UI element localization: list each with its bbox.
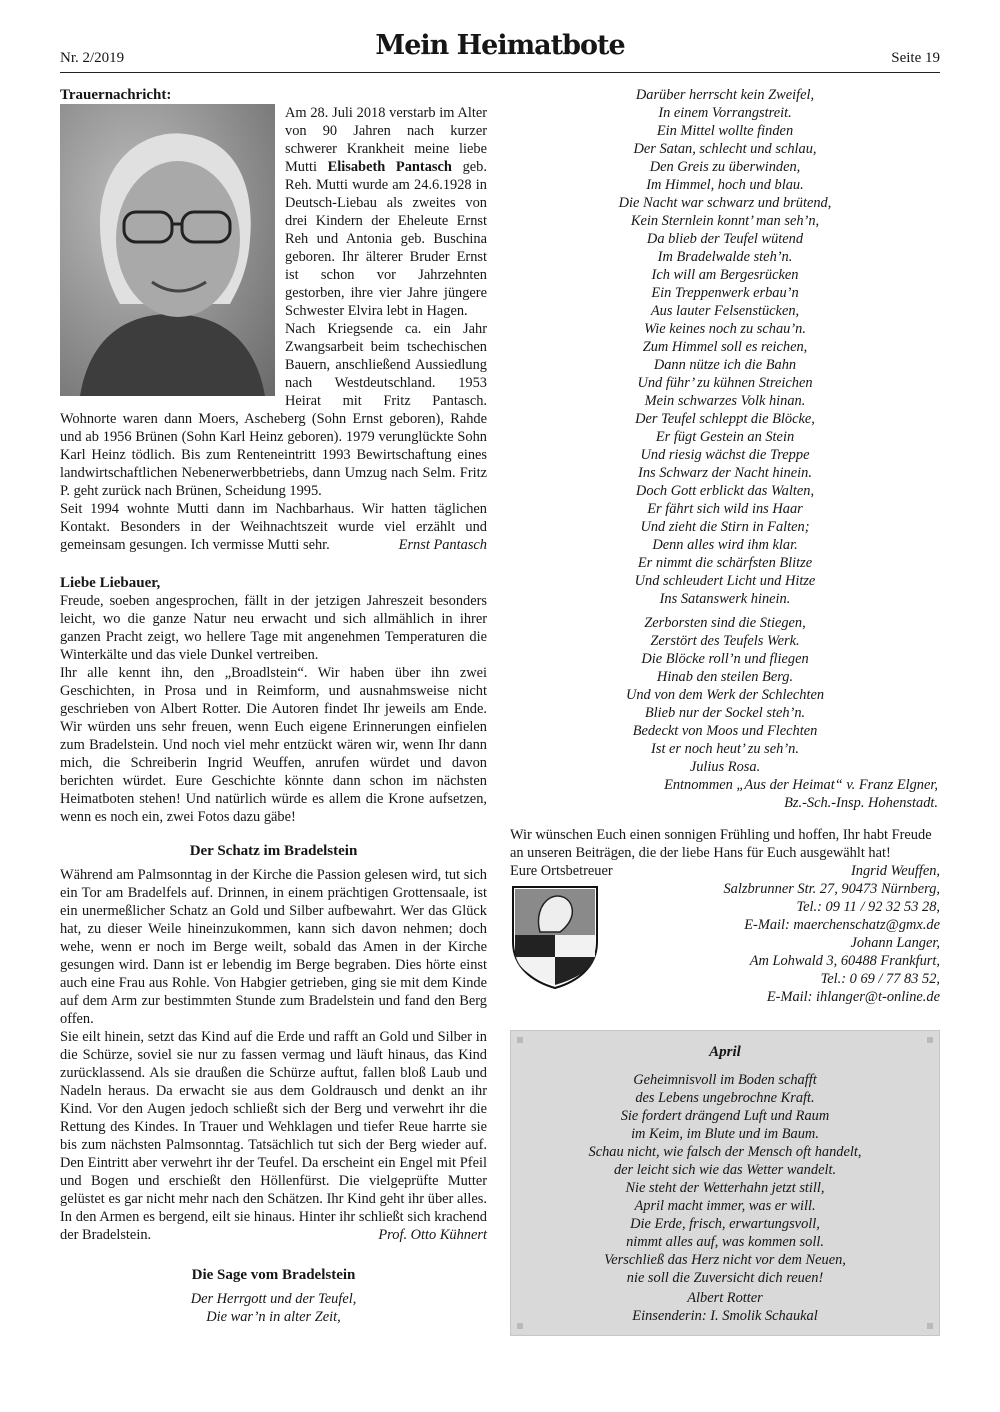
poem-line: der leicht sich wie das Wetter wandelt.: [613, 1162, 837, 1178]
sage-intro: [60, 1290, 487, 1326]
obituary-title: Trauernachricht:: [60, 87, 172, 103]
contact-block: [510, 862, 940, 1006]
poem-line: Ein Mittel wollte finden: [656, 123, 794, 139]
poem-line: Mein schwarzes Volk hinan.: [644, 393, 806, 409]
poem-stanza-2: [510, 614, 940, 758]
page-number: Seite 19: [891, 50, 940, 66]
obituary-text: Am 28. Juli 2018 verstarb im Alter von 90 Jahren nach kurzer schwerer Krankheit meine liebe Mutti Elisabeth Pantasch geb. Reh. Mutti wurde am 24.6.1928 in Deutsch-Liebau als zweites von drei Kindern der Eheleute Ernst Reh und Antonia geb. Buschina geboren. Ihr älterer Bruder Ernst ist schon vor Jahrzehnten gestorben, ihre vier Jahre jüngere Schwester Elvira lebt in Hagen.: [285, 105, 487, 319]
poem-line: im Keim, im Blute und im Baum.: [631, 1126, 819, 1142]
poem-line: In einem Vorrangstreit.: [658, 105, 792, 121]
obituary-paragraph: Seit 1994 wohnte Mutti dann im Nachbarhaus. Wir hatten täglichen Kontakt. Besonders in der Weihnachtszeit wurde viel erzählt und gemeinsam gesungen. Ich vermisse Mutti sehr. Ernst Pantasch: [60, 501, 487, 553]
portrait-photo: [60, 104, 275, 396]
schatz-author: Prof. Otto Kühnert: [378, 1227, 487, 1243]
poem-line: Denn alles wird ihm klar.: [652, 537, 798, 553]
contact-email-1: E-Mail: maerchenschatz@gmx.de: [744, 917, 940, 933]
sage-title: Die Sage vom Bradelstein: [191, 1267, 356, 1283]
april-title: April: [709, 1044, 741, 1060]
obituary-signature: Ernst Pantasch: [398, 537, 487, 553]
poem-line: Wie keines noch zu schau’n.: [644, 321, 806, 337]
poem-line: Und von dem Werk der Schlechten: [625, 687, 825, 703]
poem-line: Im Bradelwalde steh’n.: [657, 249, 793, 265]
poem-line: Bedeckt von Moos und Flechten: [632, 723, 818, 739]
poem-line: Darüber herrscht kein Zweifel,: [635, 87, 815, 103]
poem-line: Nie steht der Wetterhahn jetzt still,: [625, 1180, 825, 1196]
poem-line: Und riesig wächst die Treppe: [640, 447, 810, 463]
poem-line: Ist er noch heut’ zu seh’n.: [651, 741, 799, 757]
right-column: [510, 86, 940, 1336]
deceased-name: Elisabeth Pantasch: [327, 159, 452, 175]
schatz-paragraph: Sie eilt hinein, setzt das Kind auf die Erde und rafft an Gold und Silber in die Schürze, soviel sie nur zu fassen vermag und läuft hinaus, das Kind zurücklassend. Als sie draußen die Schürze auftut, fallen bloß Laub und Nadeln heraus. Da erwacht sie aus dem Goldrausch und denkt an ihr Kind. Vor den Augen jedoch schließt sich der Berg und verwehrt ihr die Rettung des Kindes. In Trauer und Wehklagen und tiefer Reue harrte sie bis zum nächsten Palmsonntag. Tatsächlich tut sich der Berg wieder auf. Den Eintritt aber verwehrt ihr der Teufel. Da erscheint ein Engel mit Pfeil und Bogen und erschießt den Höllenfürst. Die vielgeprüfte Mutter gelüstet es gar nicht mehr nach den Schätzen. Ihr Kind geht ihr über alles. In den Armen es bergend, eilt sie hinaus. Hinter ihr schließt sich krachend der Bradelstein. Prof. Otto Kühnert: [60, 1029, 487, 1243]
poem-line: nie soll die Zuversicht dich reuen!: [626, 1270, 824, 1286]
poem-line: Zerborsten sind die Stiegen,: [644, 615, 806, 631]
poem-line: Der Teufel schleppt die Blöcke,: [635, 411, 815, 427]
contact-tel-2: Tel.: 0 69 / 77 83 52,: [820, 971, 940, 987]
poem-line: Ins Satanswerk hinein.: [659, 591, 791, 607]
closing-greeting: Eure Ortsbetreuer: [510, 863, 613, 879]
poem-line: Und führ’ zu kühnen Streichen: [637, 375, 813, 391]
coat-of-arms-icon: [510, 884, 600, 990]
april-author: Albert Rotter: [687, 1290, 763, 1306]
poem-line: Die Blöcke roll’n und fliegen: [641, 651, 809, 667]
poem-line: Ein Treppenwerk erbau’n: [651, 285, 799, 301]
april-lines: [527, 1071, 923, 1287]
poem-line: Doch Gott erblickt das Walten,: [635, 483, 815, 499]
poem-line: Zum Himmel soll es reichen,: [642, 339, 808, 355]
poem-line: Er fährt sich wild ins Haar: [647, 501, 803, 517]
poem-source: Bz.-Sch.-Insp. Hohenstadt.: [784, 795, 938, 811]
contact-address-1: Salzbrunner Str. 27, 90473 Nürnberg,: [723, 881, 940, 897]
poem-line: Den Greis zu überwinden,: [649, 159, 801, 175]
poem-line: Er nimmt die schärfsten Blitze: [637, 555, 813, 571]
poem-stanza-1: [510, 86, 940, 608]
letter-title: Liebe Liebauer,: [60, 575, 161, 591]
poem-line: Dann nütze ich die Bahn: [653, 357, 797, 373]
masthead-logo: Mein Heimatbote: [375, 30, 625, 61]
poem-line: Schau nicht, wie falsch der Mensch oft handelt,: [588, 1144, 862, 1160]
schatz-paragraph: Während am Palmsonntag in der Kirche die Passion gelesen wird, tut sich ein Tor am Bradelfels auf. Drinnen, in einem prächtigen Grottensaale, ist ein unermeßlicher Schatz an Gold und Silber aufbewahrt. Wer das Glück hat, zu dieser Weile hineinzukommen, kann sich davon nehmen; doch wehe, wenn er noch im Berge weilt, sobald das Amen in der Kirche gesungen wird. Dann ist er lebendig im Berge begraben. Dies hörte einst auch eine Frau aus Rohle. Von Habgier getrieben, ging sie mit dem Kinde auf dem Arm zur bestimmten Stunde zum Bradelstein und fand den Berg offen.: [60, 867, 487, 1027]
contact-name-2: Johann Langer,: [850, 935, 940, 951]
poem-line: Da blieb der Teufel wütend: [646, 231, 804, 247]
left-column: [60, 86, 487, 1326]
poem-line: Aus lauter Felsenstücken,: [650, 303, 800, 319]
poem-line: Der Herrgott und der Teufel,: [190, 1291, 357, 1307]
contact-tel-1: Tel.: 09 11 / 92 32 53 28,: [796, 899, 940, 915]
poem-line: Ins Schwarz der Nacht hinein.: [638, 465, 812, 481]
poem-line: Und zieht die Stirn in Falten;: [640, 519, 810, 535]
contact-address-2: Am Lohwald 3, 60488 Frankfurt,: [749, 953, 940, 969]
poem-line: Verschließ das Herz nicht vor dem Neuen,: [604, 1252, 846, 1268]
poem-line: Im Himmel, hoch und blau.: [646, 177, 804, 193]
poem-line: Geheimnisvoll im Boden schafft: [633, 1072, 817, 1088]
poem-line: des Lebens ungebrochne Kraft.: [635, 1090, 815, 1106]
poem-line: nimmt alles auf, was kommen soll.: [626, 1234, 824, 1250]
poem-line: Und schleudert Licht und Hitze: [634, 573, 816, 589]
april-sender: Einsenderin: I. Smolik Schaukal: [632, 1308, 818, 1324]
poem-line: Kein Sternlein konnt’ man seh’n,: [630, 213, 820, 229]
poem-line: Zerstört des Teufels Werk.: [650, 633, 800, 649]
poem-line: Ich will am Bergesrücken: [651, 267, 799, 283]
contact-name-1: Eure Ortsbetreuer Ingrid Weuffen,: [510, 863, 940, 879]
poem-source: Entnommen „Aus der Heimat“ v. Franz Elgner,: [664, 777, 938, 793]
poem-line: Die Nacht war schwarz und brütend,: [618, 195, 832, 211]
poem-line: Blieb nur der Sockel steh’n.: [644, 705, 806, 721]
april-poem-box: [510, 1030, 940, 1336]
contact-email-2: E-Mail: ihlanger@t-online.de: [766, 989, 940, 1005]
page-header: [60, 30, 940, 73]
obituary-paragraph: Nach Kriegsende ca. ein Jahr Zwangsarbeit beim tschechischen Bauern, anschließend Aussiedlung nach Westdeutschland. 1953 Heirat mit Fritz Pantasch. Wohnorte waren dann Moers, Ascheberg (Sohn Ernst geboren), Rahde und ab 1956 Brünen (Sohn Karl Heinz geboren). 1979 verunglückte Sohn Karl Heinz tödlich. Bis zum Renteneintritt 1993 Bewirtschaftung eines landwirtschaftlichen Nebenerwerbbetriebs, dann Umzug nach Selm. Fritz P. geht zurück nach Brünen, Scheidung 1995.: [60, 321, 487, 499]
closing-text: Wir wünschen Euch einen sonnigen Frühling und hoffen, Ihr habt Freude an unseren Beiträgen, die der liebe Hans für Euch ausgewählt hat!: [510, 827, 932, 861]
poem-author: Julius Rosa.: [689, 759, 761, 775]
letter-paragraph: Freude, soeben angesprochen, fällt in der jetzigen Jahreszeit besonders leicht, wo die ganze Natur neu erwacht und sich allmählich in ihrer ganzen Pracht zeigt, wo hellere Tage mit angenehmen Temperaturen die Winterkälte und das viele Dunkel vertreiben.: [60, 593, 487, 663]
poem-line: April macht immer, was er will.: [634, 1198, 816, 1214]
poem-line: Sie fordert drängend Luft und Raum: [620, 1108, 830, 1124]
letter-paragraph: Ihr alle kennt ihn, den „Broadlstein“. Wir haben über ihn zwei Geschichten, in Prosa und in Reimform, und ausnahmsweise nicht geschrieben von Albert Rotter. Die Autoren findet Ihr jeweils am Ende. Wir würden uns sehr freuen, wenn Euch eigene Erinnerungen einfielen zum Bradelstein. Und noch viel mehr entzückt wären wir, wenn Ihr dann mich, die Schreiberin Ingrid Weuffen, anrufen würdet und davon berichten würdet. Eure Geschichte könnte dann schon im nächsten Heimatboten stehen! Und natürlich würde es allem die Krone aufsetzen, wenn es noch ein, zwei Fotos dazu gäbe!: [60, 665, 487, 825]
poem-line: Die war’n in alter Zeit,: [206, 1309, 341, 1325]
poem-line: Die Erde, frisch, erwartungsvoll,: [630, 1216, 820, 1232]
poem-line: Der Satan, schlecht und schlau,: [633, 141, 817, 157]
poem-line: Er fügt Gestein an Stein: [655, 429, 795, 445]
poem-line: Hinab den steilen Berg.: [656, 669, 794, 685]
issue-number: Nr. 2/2019: [60, 50, 125, 66]
schatz-title: Der Schatz im Bradelstein: [189, 843, 358, 859]
